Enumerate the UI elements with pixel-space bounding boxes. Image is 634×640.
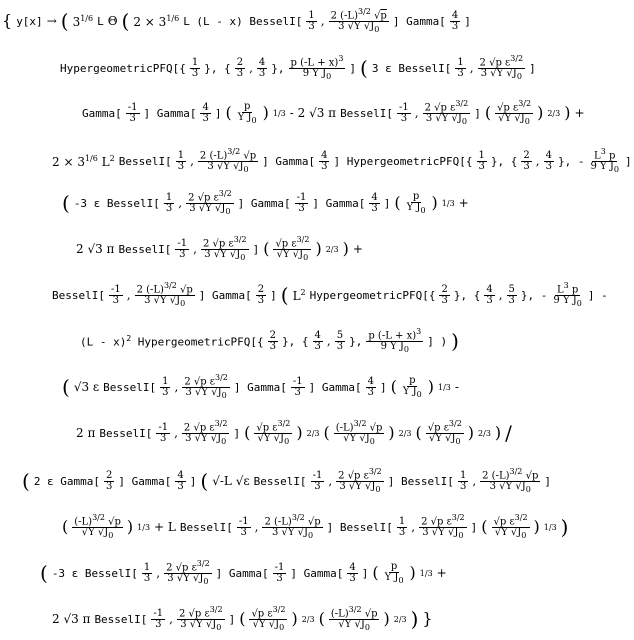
formula-line-7: BesselI[ $\frac{-1}{3}$ , $\frac{2 (-L)^{3/2} √p}{3 √Y √J_0}$ ] Gamma[ $\frac{2}{3}$ ] ( $L^2$ HypergeometricPFQ[{ $\frac{2}{3}$ }, { $\frac{4}{3}$ , $\frac{5}{3}$ }, - $\frac{L^3 p}{9 Y J_0}$ ] - bbox=[52, 281, 608, 309]
formula-line-11: ( 2 ε Gamma[ $\frac{2}{3}$ ] Gamma[ $\frac{4}{3}$ ] ( √-L √ε BesselI[ $\frac{-1}{3}$ , $\frac{2 √p \varepsilon^{3/2}}{3 √Y √J_0}$ ] BesselI[ $\frac{1}{3}$ , $\frac{2 (-L)^{3/2} √p}{3 √Y √J_0}$ ] bbox=[22, 467, 551, 495]
formula-line-5: ( -3 ε BesselI[ $\frac{1}{3}$ , $\frac{2 √p \varepsilon^{3/2}}{3 √Y √J_0}$ ] Gamma[ $\frac{-1}{3}$ ] Gamma[ $\frac{4}{3}$ ] ( $\frac{p}{Y J_0}$ ) 1/3 + bbox=[62, 189, 469, 217]
formula-line-1: { y[x] → ( $3^{1/6}$ L Θ ( $2 \times 3^{1/6}$ L (L - x) BesselI[ $\frac{1}{3}$ , $\frac{2 (-L)^{3/2} √p}{3 √Y √J_0}$ ] Gamma[ $\frac{4}{3}$ ] bbox=[2, 7, 471, 35]
formula-line-14: 2 √3 π BesselI[ $\frac{-1}{3}$ , $\frac{2 √p \varepsilon^{3/2}}{3 √Y √J_0}$ ] ( $\frac{√p \varepsilon^{3/2}}{√Y √J_0}$ ) 2/3 ( $\frac{(-L)^{3/2} √p}{√Y √J_0}$ ) 2/3 ) } bbox=[52, 605, 433, 633]
formula-line-13: ( -3 ε BesselI[ $\frac{1}{3}$ , $\frac{2 √p \varepsilon^{3/2}}{3 √Y √J_0}$ ] Gamma[ $\frac{-1}{3}$ ] Gamma[ $\frac{4}{3}$ ] ( $\frac{p}{Y J_0}$ ) 1/3 + bbox=[40, 559, 447, 587]
formula-line-10: 2 π BesselI[ $\frac{-1}{3}$ , $\frac{2 √p \varepsilon^{3/2}}{3 √Y √J_0}$ ] ( $\frac{√p \varepsilon^{3/2}}{√Y √J_0}$ ) 2/3 ( $\frac{(-L)^{3/2} √p}{√Y √J_0}$ ) 2/3 ( $\frac{√p \varepsilon^{3/2}}{√Y √J_0}$ ) 2/3 ) / bbox=[76, 419, 512, 447]
formula-text-1 bbox=[0, 0, 1, 1]
formula-line-2: HypergeometricPFQ[{ $\frac{1}{3}$ }, { $\frac{2}{3}$ , $\frac{4}{3}$ }, $\frac{p (-L + x)^3}{9 Y J_0}$ ] ( 3 ε BesselI[ $\frac{1}{3}$ , $\frac{2 √p \varepsilon^{3/2}}{3 √Y √J_0}$ ] bbox=[60, 54, 536, 82]
formula-line-6: 2 √3 π BesselI[ $\frac{-1}{3}$ , $\frac{2 √p \varepsilon^{3/2}}{3 √Y √J_0}$ ] ( $\frac{√p \varepsilon^{3/2}}{√Y √J_0}$ ) 2/3 ) + bbox=[76, 235, 363, 263]
formula-line-8: (L - x)$^2$ HypergeometricPFQ[{ $\frac{2}{3}$ }, { $\frac{4}{3}$ , $\frac{5}{3}$ }, $\frac{p (-L + x)^3}{9 Y J_0}$ ] ) ) bbox=[80, 327, 459, 355]
formula-line-4: $2 \times 3^{1/6}$ $L^2$ BesselI[ $\frac{1}{3}$ , $\frac{2 (-L)^{3/2} √p}{3 √Y √J_0}$ ] Gamma[ $\frac{4}{3}$ ] HypergeometricPFQ[{ $\frac{1}{3}$ }, { $\frac{2}{3}$ , $\frac{4}{3}$ }, - $\frac{L^3 p}{9 Y J_0}$ ] bbox=[52, 147, 632, 175]
formula-line-9: ( √3 ε BesselI[ $\frac{1}{3}$ , $\frac{2 √p \varepsilon^{3/2}}{3 √Y √J_0}$ ] Gamma[ $\frac{-1}{3}$ ] Gamma[ $\frac{4}{3}$ ] ( $\frac{p}{Y J_0}$ ) 1/3 - bbox=[62, 373, 459, 401]
formula-line-3: Gamma[ $\frac{-1}{3}$ ] Gamma[ $\frac{4}{3}$ ] ( $\frac{p}{Y J_0}$ ) 1/3 - 2 √3 π BesselI[ $\frac{-1}{3}$ , $\frac{2 √p \varepsilon^{3/2}}{3 √Y √J_0}$ ] ( $\frac{√p \varepsilon^{3/2}}{√Y √J_0}$ ) 2/3 ) + bbox=[82, 99, 585, 127]
formula-line-12: ( $\frac{(-L)^{3/2} √p}{√Y √J_0}$ ) 1/3 + L BesselI[ $\frac{-1}{3}$ , $\frac{2 (-L)^{3/2} √p}{3 √Y √J_0}$ ] BesselI[ $\frac{1}{3}$ , $\frac{2 √p \varepsilon^{3/2}}{3 √Y √J_0}$ ] ( $\frac{√p \varepsilon^{3/2}}{√Y √J_0}$ ) 1/3 ) bbox=[62, 513, 569, 541]
